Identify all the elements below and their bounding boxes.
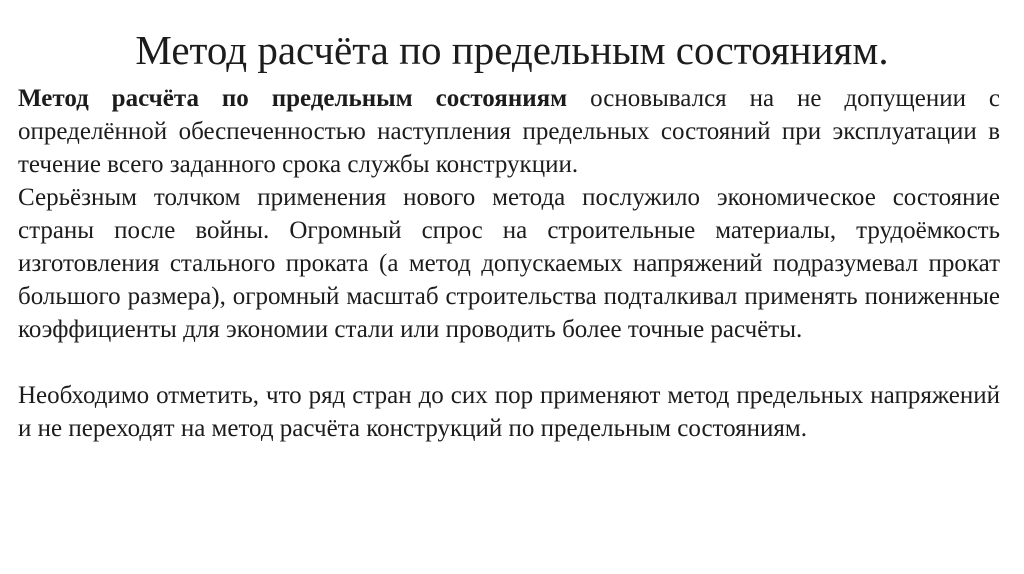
term-highlight: Метод расчёта по предельным состояниям <box>18 85 568 112</box>
slide-title: Метод расчёта по предельным состояниям. <box>135 27 889 73</box>
paragraph-definition <box>18 82 1000 181</box>
paragraph-definition-text: основывался на не допущении с определённой обеспеченностью наступления предельных состояний при эксплуатации в течение всего заданного срока службы конструкции. <box>18 85 1000 178</box>
paragraph-note: Необходимо отметить, что ряд стран до сих пор применяют метод предельных напряжений и не переходят на метод расчёта конструкций по предельным состояниям. <box>18 382 1000 442</box>
paragraph-reasons: Серьёзным толчком применения нового метода послужило экономическое состояние страны после войны. Огромный спрос на строительные материалы, трудоёмкость изготовления стального проката (а метод допускаемых напряжений подразумевал прокат большого размера), огромный масштаб строительства подталкивал применять пониженные коэффициенты для экономии стали или проводить более точные расчёты. <box>18 184 1000 343</box>
slide-body <box>18 82 1000 445</box>
